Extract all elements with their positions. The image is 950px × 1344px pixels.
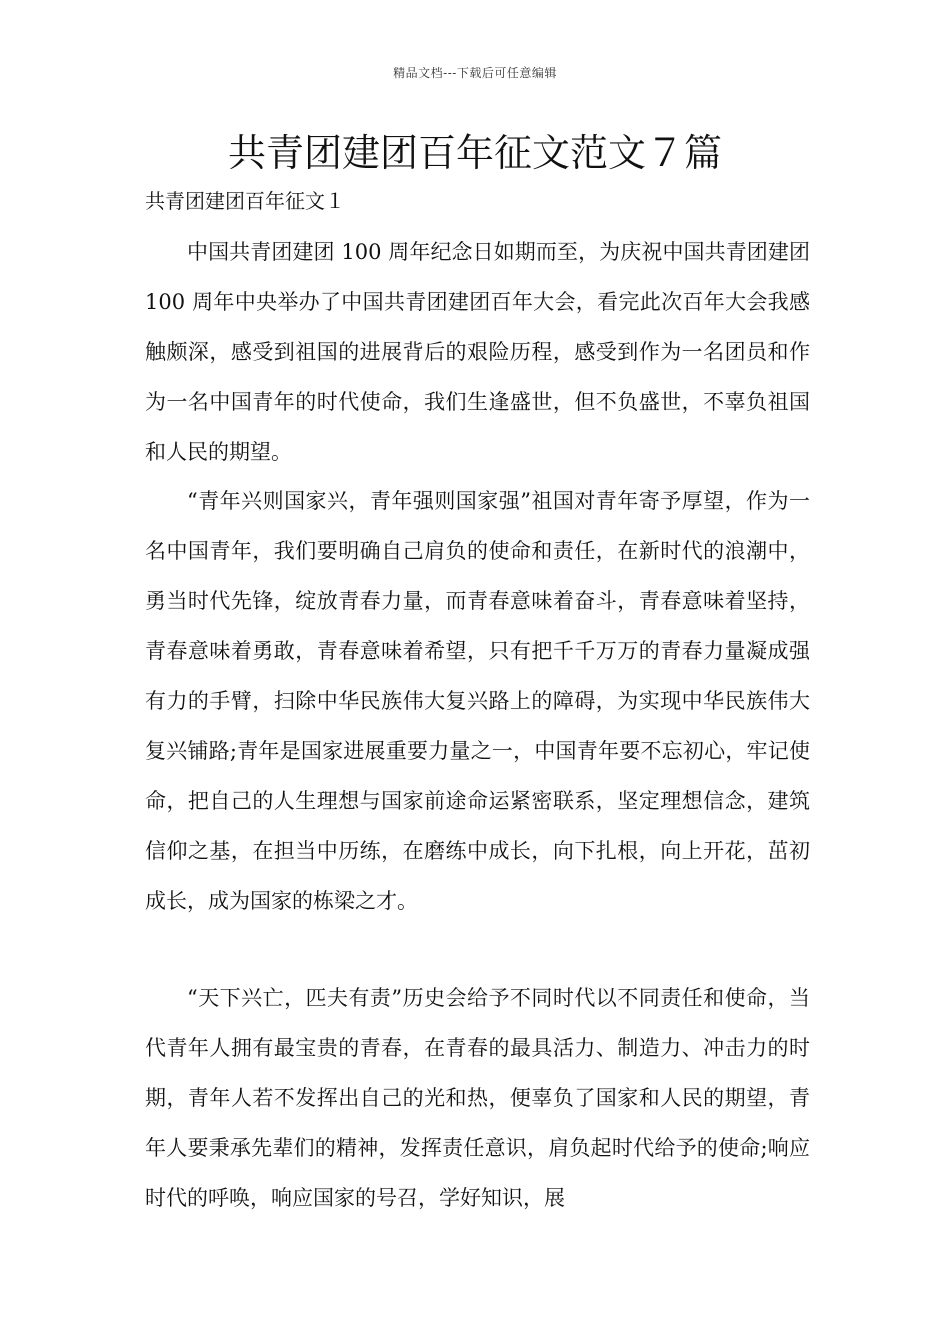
header-note: 精品文档---下载后可任意编辑 [393,66,557,80]
paragraph-1: 中国共青团建团 100 周年纪念日如期而至，为庆祝中国共青团建团 100 周年中央举办了中国共青团建团百年大会，看完此次百年大会我感触颇深，感受到祖国的进展背后的艰险历程，感受到作为一名团员和作为一名中国青年的时代使命，我们生逢盛世，但不负盛世，不辜负祖国和人民的期望。 [145,240,810,464]
paragraph-3: “天下兴亡，匹夫有责”历史会给予不同时代以不同责任和使命，当代青年人拥有最宝贵的青春，在青春的最具活力、制造力、冲击力的时期，青年人若不发挥出自己的光和热，便辜负了国家和人民的期望，青年人要秉承先辈们的精神，发挥责任意识，肩负起时代给予的使命;响应时代的呼唤，响应国家的号召，学好知识，展 [145,986,810,1210]
document-title: 共青团建团百年征文范文７篇 [227,131,722,175]
document-subtitle: 共青团建团百年征文１ [145,189,345,213]
paragraph-2: “青年兴则国家兴，青年强则国家强”祖国对青年寄予厚望，作为一名中国青年，我们要明确自己肩负的使命和责任，在新时代的浪潮中，勇当时代先锋，绽放青春力量，而青春意味着奋斗，青春意味着坚持，青春意味着勇敢，青春意味着希望，只有把千千万万的青春力量凝成强有力的手臂，扫除中华民族伟大复兴路上的障碍，为实现中华民族伟大复兴铺路;青年是国家进展重要力量之一，中国青年要不忘初心，牢记使命，把自己的人生理想与国家前途命运紧密联系，坚定理想信念，建筑信仰之基，在担当中历练，在磨练中成长，向下扎根，向上开花，茁初成长，成为国家的栋梁之才。 [145,489,810,913]
